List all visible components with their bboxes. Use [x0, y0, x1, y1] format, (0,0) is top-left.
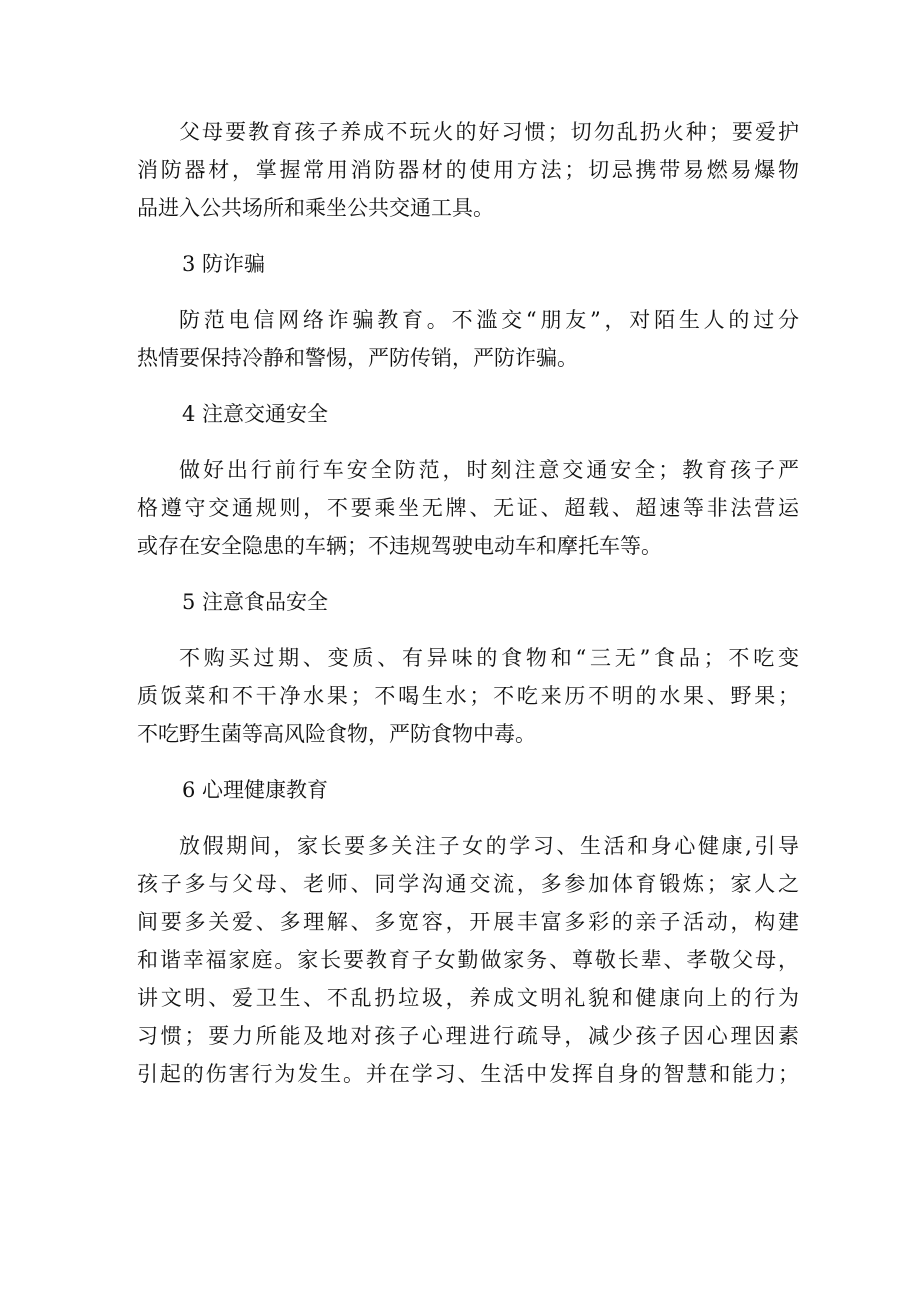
paragraph-line: 质饭菜和不干净水果；不喝生水；不吃来历不明的水果、野果；: [137, 684, 799, 708]
paragraph-line: 间要多关爱、多理解、多宽容，开展丰富多彩的亲子活动，构建: [137, 910, 799, 934]
body-paragraph: [137, 827, 799, 1093]
section-heading: 6 心理健康教育: [182, 778, 329, 802]
section-heading: 4 注意交通安全: [182, 402, 329, 426]
section-heading: 5 注意食品安全: [182, 590, 329, 614]
section-heading: 3 防诈骗: [182, 252, 266, 276]
body-paragraph: [137, 451, 799, 565]
paragraph-line: 品进入公共场所和乘坐公共交通工具。: [137, 196, 494, 220]
paragraph-line: 消防器材，掌握常用消防器材的使用方法；切忌携带易燃易爆物: [137, 158, 799, 182]
paragraph-line: 孩子多与父母、老师、同学沟通交流，多参加体育锻炼；家人之: [137, 872, 799, 896]
paragraph-line: 父母要教育孩子养成不玩火的好习惯；切勿乱扔火种；要爱护: [179, 120, 799, 144]
paragraph-line: 格遵守交通规则，不要乘坐无牌、无证、超载、超速等非法营运: [137, 496, 799, 520]
body-paragraph: [137, 639, 799, 753]
paragraph-line: 或存在安全隐患的车辆；不违规驾驶电动车和摩托车等。: [137, 534, 662, 558]
paragraph-line: 热情要保持冷静和警惕，严防传销，严防诈骗。: [137, 346, 578, 370]
paragraph-line: 不购买过期、变质、有异味的食物和“三无”食品；不吃变: [179, 646, 799, 670]
paragraph-line: 放假期间，家长要多关注子女的学习、生活和身心健康,引导: [179, 834, 799, 858]
paragraph-line: 做好出行前行车安全防范，时刻注意交通安全；教育孩子严: [179, 458, 799, 482]
paragraph-line: 防范电信网络诈骗教育。不滥交“朋友”，对陌生人的过分: [179, 308, 799, 332]
body-paragraph: [137, 113, 799, 227]
body-paragraph: [137, 301, 799, 377]
paragraph-line: 引起的伤害行为发生。并在学习、生活中发挥自身的智慧和能力；: [137, 1062, 799, 1086]
document-body: [137, 113, 799, 1111]
paragraph-line: 和谐幸福家庭。家长要教育子女勤做家务、尊敬长辈、孝敬父母，: [137, 948, 799, 972]
paragraph-line: 习惯；要力所能及地对孩子心理进行疏导，减少孩子因心理因素: [137, 1024, 799, 1048]
paragraph-line: 讲文明、爱卫生、不乱扔垃圾，养成文明礼貌和健康向上的行为: [137, 986, 799, 1010]
paragraph-line: 不吃野生菌等高风险食物，严防食物中毒。: [137, 722, 536, 746]
